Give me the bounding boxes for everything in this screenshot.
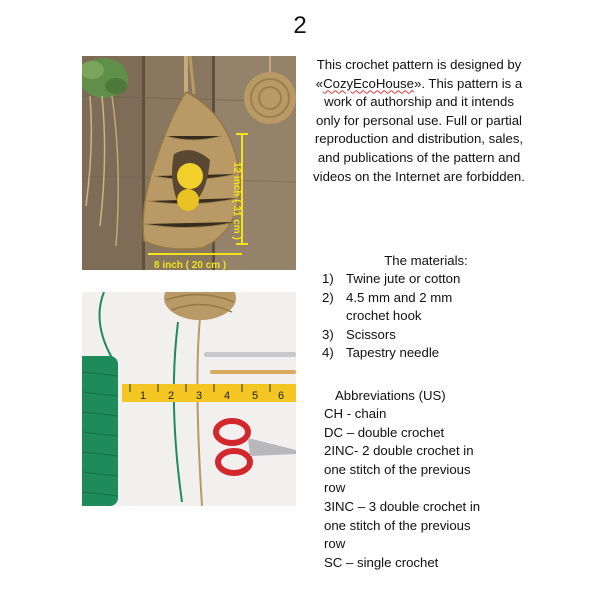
ruler-number: 1	[140, 390, 147, 402]
list-item: CH - chain	[324, 406, 387, 421]
intro-text-start: This crochet pattern is designed by «	[315, 57, 522, 91]
materials-photo	[82, 292, 296, 506]
list-item-text: 4.5 mm and 2 mm crochet hook	[346, 289, 453, 323]
materials-list	[322, 270, 522, 363]
list-item: 2INC- 2 double crochet in one stitch of the previous row	[324, 443, 474, 496]
basket-photo	[82, 56, 296, 270]
copyright-notice	[312, 56, 526, 186]
ruler-number: 4	[224, 390, 231, 402]
ruler-number: 5	[252, 390, 259, 402]
list-item-number: 4)	[322, 345, 334, 360]
width-measure-label: 8 inch ( 20 cm )	[154, 260, 227, 270]
list-item: 3INC – 3 double crochet in one stitch of the previous row	[324, 498, 481, 552]
height-measure-label: 12 inch ( 31 cm )	[231, 162, 242, 240]
page-number: 2	[293, 12, 307, 39]
intro-text-end: ». This pattern is a work of authorship and it intends only for personal use. Full or partial reproduction and distribution, sales, and publications of the pattern and videos on the Internet are forbidden.	[313, 75, 525, 184]
list-item	[322, 289, 522, 326]
basket-photo-art	[82, 56, 296, 270]
ruler-number: 3	[196, 390, 203, 402]
materials-photo-art	[82, 292, 296, 506]
ruler-number: 2	[168, 390, 175, 402]
list-item	[322, 270, 522, 289]
list-item-number: 3)	[322, 326, 334, 342]
list-item	[322, 326, 522, 345]
abbreviations-heading: Abbreviations (US)	[335, 388, 446, 403]
abbreviations-list	[324, 405, 494, 572]
list-item-text: Tapestry needle	[346, 345, 440, 360]
list-item-number: 1)	[322, 271, 334, 286]
list-item: DC – double crochet	[324, 424, 445, 440]
materials-heading: The materials:	[384, 253, 468, 268]
brand-name: CozyEcoHouse	[323, 75, 414, 91]
list-item-text: Scissors	[346, 326, 396, 342]
ruler-number: 6	[278, 390, 285, 402]
list-item: SC – single crochet	[324, 554, 439, 570]
list-item-number: 2)	[322, 289, 334, 305]
list-item-text: Twine jute or cotton	[346, 271, 461, 286]
list-item	[322, 344, 522, 363]
